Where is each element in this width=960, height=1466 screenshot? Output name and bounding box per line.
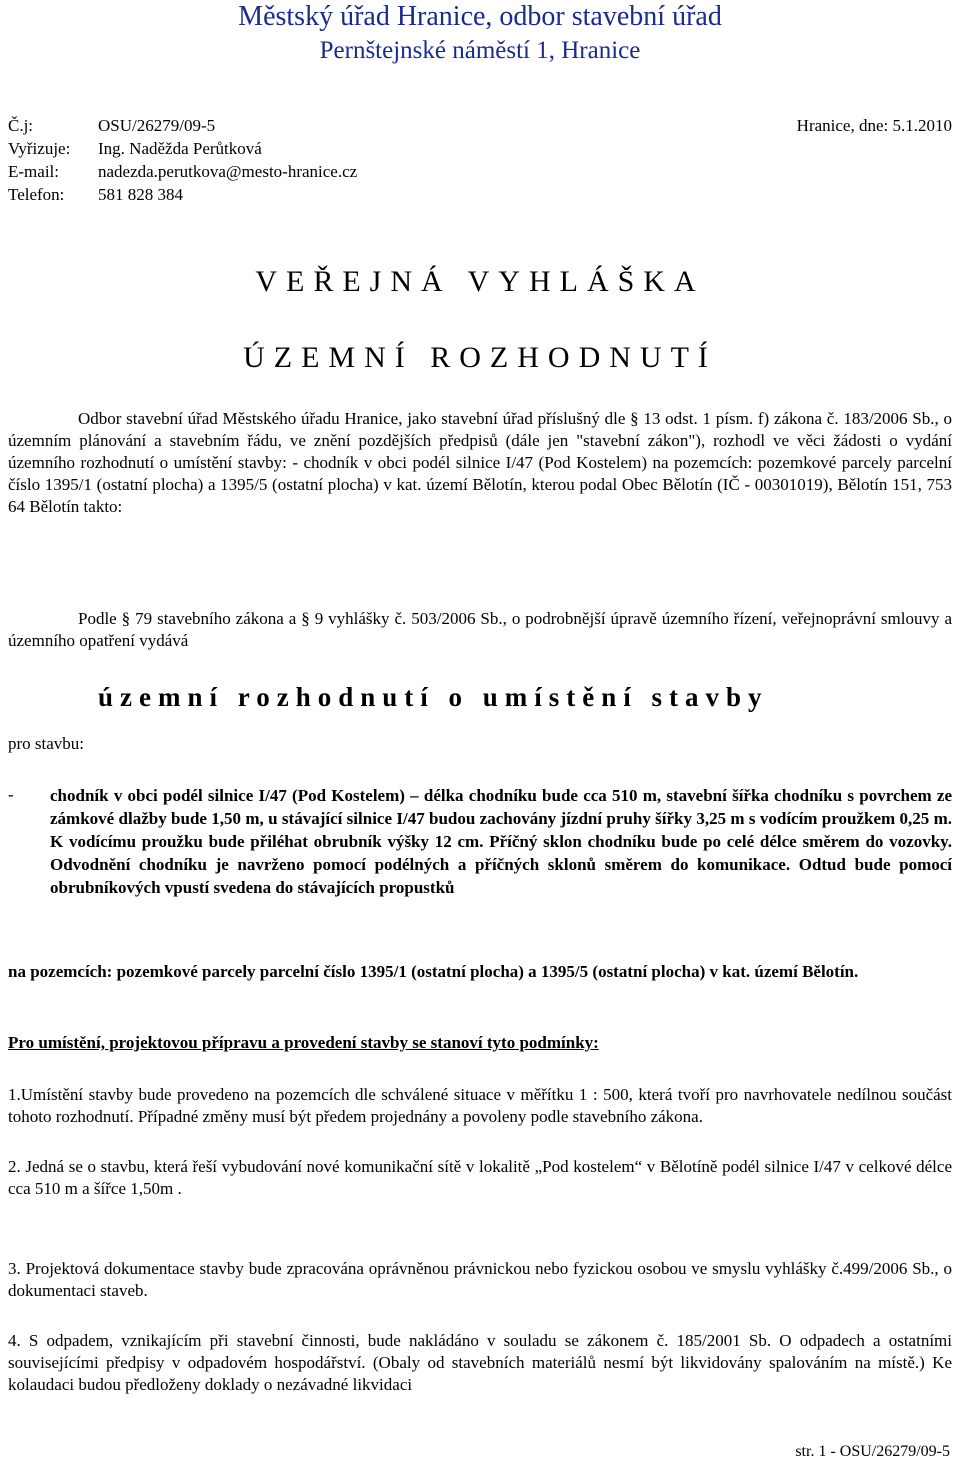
parcels-paragraph: na pozemcích: pozemkové parcely parcelní číslo 1395/1 (ostatní plocha) a 1395/5 (ostatní plocha) v kat. území Bělotín.: [8, 962, 859, 981]
handler-row: [8, 137, 952, 160]
title-zoning-decision: ÚZEMNÍ ROZHODNUTÍ: [243, 341, 717, 374]
cj-value: OSU/26279/09-5: [98, 116, 216, 135]
email-link[interactable]: nadezda.perutkova@mesto-hranice.cz: [98, 162, 358, 181]
decision-heading: územní rozhodnutí o umístění stavby: [98, 682, 769, 712]
office-name: Městský úřad Hranice, odbor stavební úřad: [238, 1, 722, 32]
condition-1: 1.Umístění stavby bude provedeno na pozemcích dle schválené situace v měřítku 1 : 500, která tvoří pro navrhovatele nedílnou součást tohoto rozhodnutí. Případné změny musí být předem projednány a povoleny podle stavebního zákona.: [8, 1085, 952, 1126]
condition-4: 4. S odpadem, vznikajícím při stavební činnosti, bude nakládáno v souladu se zákonem č. 185/2001 Sb. O odpadech a ostatními souvisejícími předpisy v odpadovém hospodářství. (Obaly od stavebních materiálů nesmí být likvidovány spalováním na místě.) Ke kolaudaci budou předloženy doklady o nezávadné likvidaci: [8, 1331, 952, 1394]
office-address: Pernštejnské náměstí 1, Hranice: [319, 37, 641, 64]
phone-row: [8, 183, 952, 206]
phone-value: 581 828 384: [98, 185, 183, 204]
for-building-label: pro stavbu:: [8, 734, 85, 753]
phone-label: Telefon:: [8, 185, 65, 204]
building-description: chodník v obci podél silnice I/47 (Pod Kostelem) – délka chodníku bude cca 510 m, stavební šířka chodníku s povrchem ze zámkové dlažby bude 1,50 m, u stávající silnice I/47 budou zachovány jízdní pruhy šířky 3,25 m s vodícím proužkem 0,25 m. K vodícímu proužku bude přiléhat obrubník výšky 12 cm. Příčný sklon chodníku bude po celé délce směrem do vozovky. Odvodnění chodníku je navrženo pomocí podélných a příčných sklonů směrem do komunikace. Odtud bude pomocí obrubníkových vpustí svedena do stávajících propustků: [50, 786, 952, 897]
document-date: Hranice, dne: 5.1.2010: [796, 116, 952, 135]
condition-2: 2. Jedná se o stavbu, která řeší vybudování nové komunikační sítě v lokalitě „Pod kostelem“ v Bělotíně podél silnice I/47 v celkové délce cca 510 m a šířce 1,50m .: [8, 1157, 952, 1198]
vyrizuje-value: Ing. Naděžda Perůtková: [98, 139, 262, 158]
cj-label: Č.j:: [8, 116, 34, 135]
legal-basis-paragraph: [8, 608, 952, 652]
legal-basis-text: Podle § 79 stavebního zákona a § 9 vyhlášky č. 503/2006 Sb., o podrobnější úpravě územního řízení, veřejnoprávní smlouvy a územního opatření vydává: [8, 609, 952, 650]
intro-text: Odbor stavební úřad Městského úřadu Hranice, jako stavební úřad příslušný dle § 13 odst. 1 písm. f) zákona č. 183/2006 Sb., o územním plánování a stavebním řádu, ve znění pozdějších předpisů (dále jen "stavební zákon"), rozhodl ve věci žádosti o vydání územního rozhodnutí o umístění stavby: - chodník v obci podél silnice I/47 (Pod Kostelem) na pozemcích: pozemkové parcely parcelní číslo 1395/1 (ostatní plocha) a 1395/5 (ostatní plocha) v kat. území Bělotín, kterou podal Obec Bělotín (IČ - 00301019), Bělotín 151, 753 64 Bělotín takto:: [8, 409, 952, 516]
condition-3: 3. Projektová dokumentace stavby bude zpracována oprávněnou právnickou nebo fyzickou osobou ve smyslu vyhlášky č.499/2006 Sb., o dokumentaci staveb.: [8, 1259, 952, 1300]
intro-paragraph: [8, 408, 952, 518]
conditions-heading-block: [8, 1032, 952, 1054]
title-public-notice: VEŘEJNÁ VYHLÁŠKA: [255, 265, 705, 298]
email-label: E-mail:: [8, 162, 59, 181]
page-footer: str. 1 - OSU/26279/09-5: [795, 1443, 950, 1460]
conditions-heading: Pro umístění, projektovou přípravu a provedení stavby se stanoví tyto podmínky:: [8, 1033, 599, 1052]
email-row: [8, 160, 952, 183]
vyrizuje-label: Vyřizuje:: [8, 139, 71, 158]
item-dash: -: [8, 785, 14, 804]
reference-row: [8, 114, 952, 137]
